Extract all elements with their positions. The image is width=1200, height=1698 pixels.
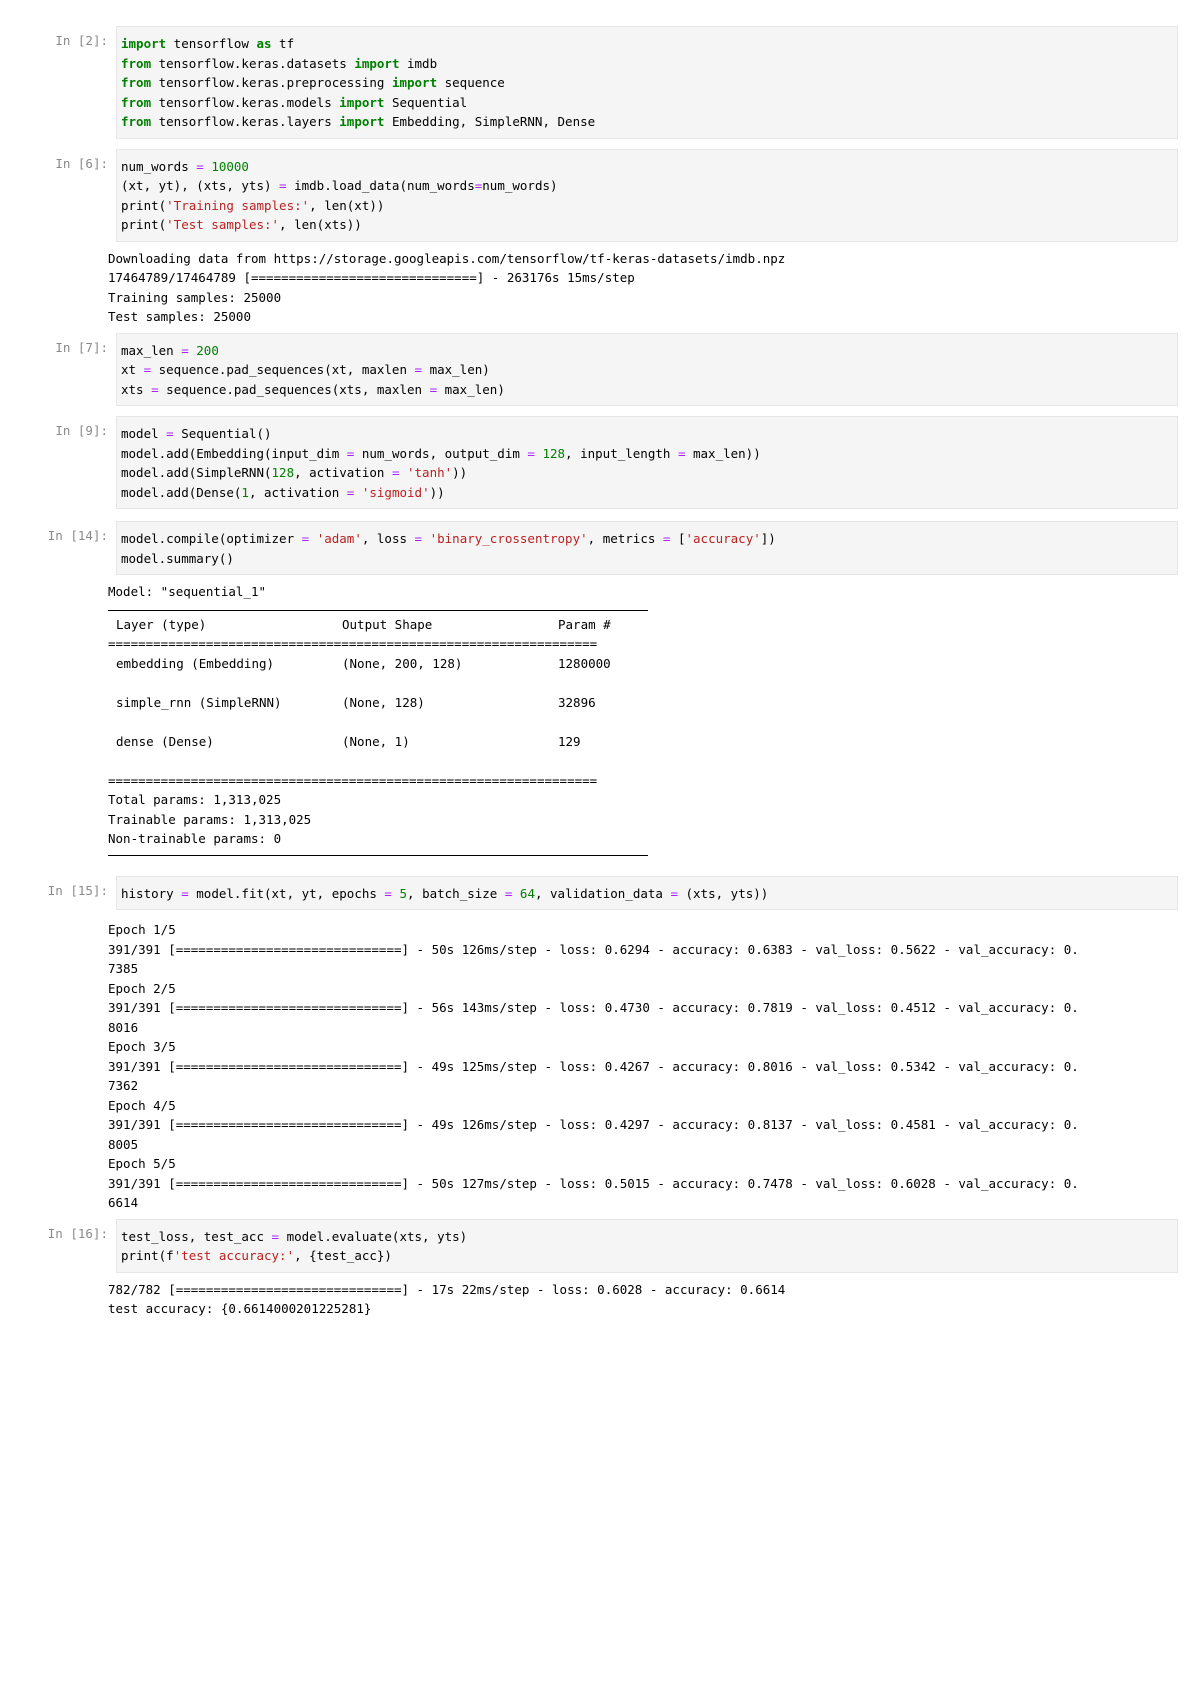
code-cell[interactable] — [0, 333, 1200, 407]
output-line: Epoch 1/5 — [108, 922, 176, 937]
code-input[interactable] — [116, 149, 1178, 242]
code-line: model.compile(optimizer = 'adam', loss = 'binary_crossentropy', metrics = ['accuracy']) — [121, 531, 776, 546]
output-line: Epoch 2/5 — [108, 980, 176, 996]
summary-row — [108, 693, 648, 713]
code-cell[interactable] — [0, 876, 1200, 1219]
output-line: 8005 — [108, 1136, 139, 1152]
summary-row — [108, 732, 648, 752]
code-line: history = model.fit(xt, yt, epochs = 5, batch_size = 64, validation_data = (xts, yts)) — [121, 885, 769, 901]
output-line: 17464789/17464789 [==============================] - 263176s 15ms/step — [108, 270, 635, 285]
output-line: 7385 — [108, 961, 139, 976]
output-line: Epoch 3/5 — [108, 1039, 176, 1054]
summary-cell: embedding (Embedding) — [116, 655, 275, 671]
cell-prompt: In [15]: — [47, 882, 108, 898]
output-line: Epoch 5/5 — [108, 1156, 176, 1171]
code-line: from tensorflow.keras.models import Sequential — [121, 94, 468, 110]
output-line: 391/391 [==============================] - 56s 143ms/step - loss: 0.4730 - accuracy: 0.7819 - val_loss: 0.4512 - val_accuracy: 0. — [108, 1000, 1079, 1015]
code-line: max_len = 200 — [121, 342, 219, 358]
summary-header-row — [108, 615, 648, 635]
code-line: test_loss, test_acc = model.evaluate(xts, yts) — [121, 1228, 468, 1244]
cell-prompt: In [6]: — [55, 155, 108, 171]
summary-cell: simple_rnn (SimpleRNN) — [116, 694, 282, 710]
code-line: (xt, yt), (xts, yts) = imdb.load_data(num_words=num_words) — [121, 178, 558, 193]
summary-total: Total params: 1,313,025 — [108, 792, 282, 807]
code-cell[interactable] — [0, 1219, 1200, 1325]
summary-separator: ================================================================= — [108, 772, 598, 788]
code-input[interactable] — [116, 333, 1178, 407]
summary-model-line: Model: "sequential_1" — [108, 584, 267, 599]
summary-row — [108, 654, 648, 674]
summary-divider — [108, 855, 648, 856]
code-line: xts = sequence.pad_sequences(xts, maxlen = max_len) — [121, 381, 505, 397]
cell-output — [108, 242, 1188, 333]
summary-total: Non-trainable params: 0 — [108, 831, 282, 846]
cell-prompt: In [16]: — [47, 1225, 108, 1241]
output-line: Training samples: 25000 — [108, 289, 282, 305]
output-line: Epoch 4/5 — [108, 1097, 176, 1113]
code-line: from tensorflow.keras.preprocessing import sequence — [121, 75, 505, 90]
code-line: model.add(Dense(1, activation = 'sigmoid')) — [121, 484, 445, 500]
cell-prompt: In [2]: — [55, 33, 108, 48]
code-input[interactable] — [116, 1219, 1178, 1273]
summary-cell: (None, 128) — [342, 694, 425, 710]
output-line: 6614 — [108, 1195, 139, 1210]
summary-cell: dense (Dense) — [116, 733, 214, 749]
summary-cell: (None, 1) — [342, 733, 410, 749]
output-line: test accuracy: {0.6614000201225281} — [108, 1301, 372, 1316]
summary-total: Trainable params: 1,313,025 — [108, 811, 312, 827]
code-cell[interactable] — [0, 416, 1200, 509]
code-line: print('Test samples:', len(xts)) — [121, 217, 362, 232]
code-cell[interactable] — [0, 521, 1200, 866]
output-line: 7362 — [108, 1078, 139, 1093]
code-line: import tensorflow as tf — [121, 36, 295, 51]
code-line: model = Sequential() — [121, 426, 272, 441]
output-line: 8016 — [108, 1019, 139, 1035]
summary-cell: 129 — [558, 733, 581, 749]
code-line: print('Training samples:', len(xt)) — [121, 197, 385, 213]
output-line: Test samples: 25000 — [108, 309, 251, 324]
code-input[interactable] — [116, 876, 1178, 911]
summary-divider — [108, 610, 648, 611]
summary-cell: (None, 200, 128) — [342, 655, 463, 671]
code-line: num_words = 10000 — [121, 158, 249, 174]
code-input[interactable] — [116, 521, 1178, 575]
code-line: model.add(Embedding(input_dim = num_words, output_dim = 128, input_length = max_len)) — [121, 445, 761, 461]
output-line: 391/391 [==============================] - 50s 127ms/step - loss: 0.5015 - accuracy: 0.7478 - val_loss: 0.6028 - val_accuracy: 0. — [108, 1175, 1079, 1191]
output-line: 782/782 [==============================] - 17s 22ms/step - loss: 0.6028 - accuracy: 0.6614 — [108, 1281, 786, 1297]
summary-cell: 32896 — [558, 694, 596, 710]
model-summary-table — [108, 610, 648, 856]
summary-header: Param # — [558, 616, 611, 632]
output-line: 391/391 [==============================] - 50s 126ms/step - loss: 0.6294 - accuracy: 0.6383 - val_loss: 0.5622 - val_accuracy: 0. — [108, 941, 1079, 957]
code-cell[interactable] — [0, 26, 1200, 139]
output-line: Downloading data from https://storage.googleapis.com/tensorflow/tf-keras-datasets/imdb.npz — [108, 250, 786, 266]
summary-cell: 1280000 — [558, 655, 611, 671]
output-line: 391/391 [==============================] - 49s 126ms/step - loss: 0.4297 - accuracy: 0.8137 - val_loss: 0.4581 - val_accuracy: 0. — [108, 1117, 1079, 1132]
cell-output — [108, 575, 1188, 866]
summary-separator: ================================================================= — [108, 636, 598, 651]
cell-prompt: In [9]: — [55, 423, 108, 438]
code-cell[interactable] — [0, 149, 1200, 333]
cell-output — [108, 1273, 1188, 1325]
code-line: model.add(SimpleRNN(128, activation = 'tanh')) — [121, 465, 468, 480]
summary-header: Output Shape — [342, 616, 433, 632]
output-line: 391/391 [==============================] - 49s 125ms/step - loss: 0.4267 - accuracy: 0.8016 - val_loss: 0.5342 - val_accuracy: 0. — [108, 1058, 1079, 1074]
code-line: print(f'test accuracy:', {test_acc}) — [121, 1248, 392, 1263]
cell-prompt: In [14]: — [47, 528, 108, 543]
code-line: xt = sequence.pad_sequences(xt, maxlen = max_len) — [121, 362, 490, 377]
cell-prompt: In [7]: — [55, 339, 108, 355]
cell-output — [108, 910, 1188, 1219]
code-line: model.summary() — [121, 550, 234, 566]
code-line: from tensorflow.keras.datasets import imdb — [121, 55, 438, 71]
summary-header: Layer (type) — [116, 616, 207, 632]
code-line: from tensorflow.keras.layers import Embedding, SimpleRNN, Dense — [121, 114, 596, 129]
code-input[interactable] — [116, 416, 1178, 509]
code-input[interactable] — [116, 26, 1178, 139]
